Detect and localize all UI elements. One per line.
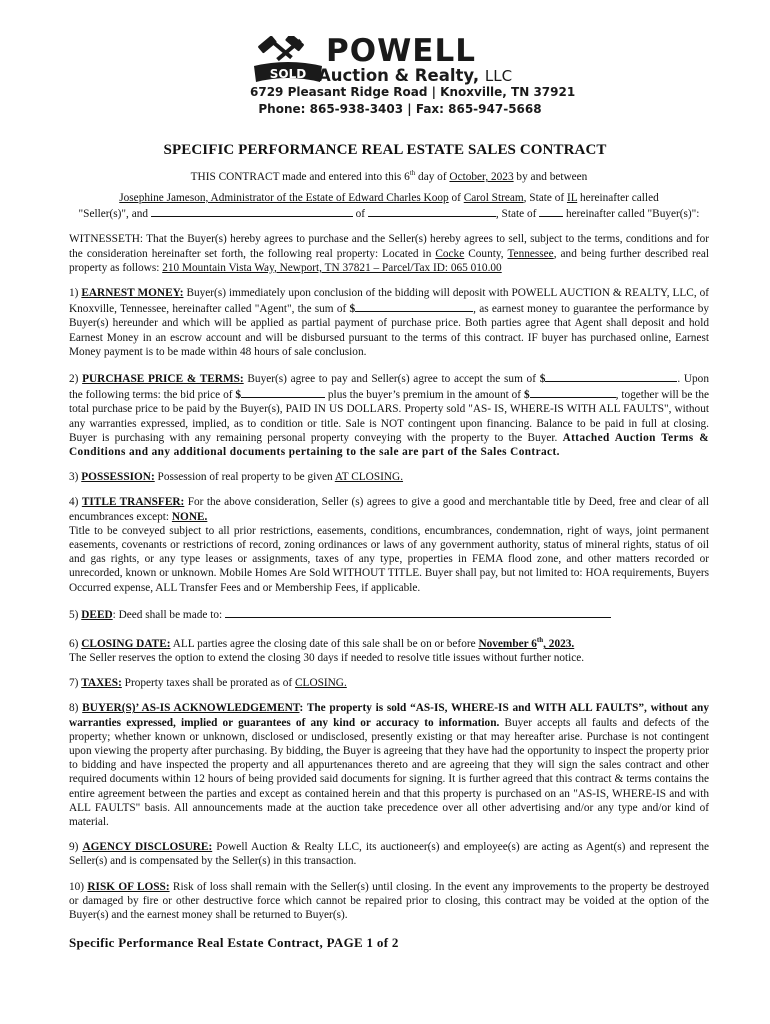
- sold-badge-text: SOLD: [269, 67, 307, 81]
- witnesseth-text: WITNESSETH: That the Buyer(s) hereby agrees to purchase and the Seller(s) hereby agrees to sell, subject to the terms, conditions and for the consideration hereinafter set forth, the following real property: Located in: [69, 233, 709, 260]
- brand-sub-text: Auction & Realty,: [318, 66, 480, 85]
- section-number: 10): [69, 880, 88, 893]
- intro-line1: [69, 166, 709, 184]
- section-text: Possession of real property to be given: [154, 471, 335, 484]
- intro-text: THIS CONTRACT made and entered into this 6: [190, 170, 410, 183]
- section-heading: CLOSING DATE:: [81, 637, 171, 650]
- contract-title: SPECIFIC PERFORMANCE REAL ESTATE SALES CONTRACT: [163, 142, 607, 158]
- section-title-transfer: [69, 495, 709, 594]
- section-heading: PURCHASE PRICE & TERMS:: [82, 373, 244, 385]
- bid-price-blank: [241, 386, 325, 398]
- intro-line2: [69, 191, 709, 205]
- letterhead-address: 6729 Pleasant Ridge Road | Knoxville, TN 37921: [250, 85, 576, 99]
- section-text: ALL parties agree the closing date of this sale shall be on or before: [170, 637, 479, 650]
- letterhead-phone: Phone: 865-938-3403 | Fax: 865-947-5668: [258, 102, 542, 116]
- section-text: Powell Auction & Realty LLC, its auctioneer(s) and employee(s) are acting as Agent(s) and represent the Seller(s) and is compensated by the Seller(s) in this transaction.: [69, 841, 709, 868]
- intro-text: "Seller(s)", and: [78, 208, 151, 221]
- section-heading: POSSESSION:: [81, 471, 155, 484]
- section-number: 2): [69, 373, 83, 385]
- section-number: 6): [69, 637, 82, 650]
- intro-text: of: [352, 208, 368, 221]
- buyers-premium-blank: [530, 386, 616, 398]
- section-text: : Deed shall be made to:: [112, 608, 225, 621]
- dollar-sign: $: [235, 389, 242, 402]
- section-text: , together will be the total purchase price to be paid by the Buyer(s), PAID IN US DOLLARS. Property sold "AS- IS, WHERE-IS WITH ALL FAULTS", without any warranties expressed, implied, as to condition or title. Sale is NOT contingent upon financing. Balance to be paid in full at closing. Buyer is purchasing with any remaining personal property conveying with the property to the Buyer.: [69, 389, 710, 444]
- property-description: 210 Mountain Vista Way, Newport, TN 37821 – Parcel/Tax ID: 065 010.00: [162, 261, 502, 274]
- letterhead-contact: [250, 84, 576, 118]
- section-number: 1): [69, 286, 82, 299]
- section-heading: BUYER(S)’ AS-IS ACKNOWLEDGEMENT: [82, 702, 300, 715]
- intro-sup: th: [409, 169, 416, 177]
- section-text: Buyer accepts all faults and defects of the property; whether known or unknown, disclosed or undisclosed, presently existing or that may hereafter arise. Purchase is not contingent upon viewing the property after purchasing. By bidding, the Buyer is agreeing that they have had the opportunity to inspect the property prior to bidding and have inspected the property and all appurtenances thereto and are agreeing that they will sign the sales contract and other required documents within 12 hours of being provided said documents for signing. It is further agreed that this contract & terms contains the entire agreement between the parties and except as contained herein and that this property is purchased on an "AS-IS, WHERE-IS and with ALL FAULTS" basis. All announcements made at the auction take precedence over all other advertising and/or any type and/or kind of material.: [69, 716, 710, 829]
- section-number: 4): [69, 496, 82, 509]
- witnesseth-paragraph: [69, 232, 709, 275]
- brand-llc: LLC: [484, 67, 513, 85]
- dollar-sign: $: [523, 389, 530, 402]
- dollar-sign: $: [539, 373, 546, 385]
- section-heading: DEED: [81, 608, 113, 621]
- brand-subtitle: [318, 66, 512, 86]
- section-text: Risk of loss shall remain with the Seller(s) until closing. In the event any improvements to the property be destroyed or damaged by fire or other destructive force which cannot be repaired prior to closing, this contract may be voided at the option of the Buyer(s) and the earnest money shall be returned to Buyer(s).: [69, 880, 709, 922]
- section-earnest-money: [69, 286, 709, 359]
- purchase-sum-blank: [545, 370, 677, 382]
- intro-text: of: [448, 191, 464, 204]
- intro-text: day of: [415, 170, 450, 183]
- section-text: The Seller reserves the option to extend the closing 30 days if needed to resolve title issues without further notice.: [69, 652, 585, 665]
- section-text: , as earnest money to guarantee the performance by Buyer(s) hereunder and which will be applied as partial payment of purchase price. Both parties agree that Agent shall deposit and hold Earnest Money in an escrow account and will be disbursed pursuant to the terms of this contract. IF buyer has purchased online, Earnest Money payment is to be made within 48 hours of sale conclusion.: [69, 303, 709, 358]
- buyer-city-blank: [368, 205, 496, 217]
- closing-date-sup: th: [536, 636, 544, 645]
- contract-body: [69, 166, 709, 929]
- section-text: For the above consideration, Seller (s) agrees to give a good and merchantable title by Deed, free and clear of all encumbrances except:: [69, 496, 709, 523]
- seller-name: Josephine Jameson, Administrator of the Estate of Edward Charles Koop: [119, 191, 449, 204]
- section-deed: [69, 606, 709, 622]
- contract-date: October, 2023: [449, 170, 514, 183]
- intro-text: , State of: [495, 208, 540, 221]
- section-heading: TITLE TRANSFER:: [81, 496, 185, 509]
- earnest-money-blank: [355, 300, 473, 312]
- intro-text: , State of: [523, 191, 567, 204]
- section-purchase-price: [69, 370, 709, 459]
- deed-grantee-blank: [225, 606, 611, 618]
- section-number: 9): [69, 841, 83, 854]
- section-agency-disclosure: [69, 840, 709, 868]
- section-text: Buyer(s) immediately upon conclusion of the bidding will deposit with POWELL AUCTION & REALTY, LLC, of Knoxville, Tennessee, hereinafter called "Agent", the sum of: [69, 286, 709, 316]
- section-text: . Upon the following terms: the bid price of: [69, 373, 709, 402]
- section-as-is: [69, 701, 709, 829]
- letterhead: [250, 33, 576, 120]
- section-taxes: [69, 676, 709, 690]
- section-text: Property taxes shall be prorated as of: [121, 677, 296, 690]
- section-closing-date: [69, 633, 709, 665]
- section-number: 7): [69, 677, 82, 690]
- property-county: Cocke: [435, 247, 465, 260]
- intro-line3: [69, 205, 709, 221]
- witnesseth-text: , and being further described real property as follows:: [69, 247, 709, 274]
- encumbrance-exception: NONE.: [171, 510, 208, 523]
- gavel-logo-icon: [250, 36, 326, 88]
- section-number: 5): [69, 608, 82, 621]
- section-bold-text: : The property is sold “AS-IS, WHERE-IS and WITH ALL FAULTS”, without any warranties expressed, implied or guarantees of any kind or accuracy to information.: [69, 702, 709, 729]
- intro-text: by and between: [513, 170, 588, 183]
- closing-date: , 2023.: [543, 637, 575, 650]
- section-text: Title to be conveyed subject to all prior restrictions, easements, conditions, encumbrances, condemnation, right of ways, joint permanent easements, covenants or restrictions of record, zoning ordinances or laws of any government authority, status of mineral rights, status of oil and gas rights, or any type leases or assignments, taxes of any type, properties in FEMA flood zone, and other matters recorded or unrecorded, known or unknown. Mobile Homes Are Sold WITHOUT TITLE. Buyer shall pay, but not limited to: HOA requirements, Buyers Occurred expense, ALL Transfer Fees and or Membership Fees, if applicable.: [69, 524, 709, 594]
- section-heading: RISK OF LOSS:: [87, 880, 170, 893]
- section-heading: TAXES:: [81, 677, 122, 690]
- buyer-state-blank: [539, 205, 563, 217]
- taxes-value: CLOSING.: [295, 677, 347, 690]
- dollar-sign: $: [349, 303, 356, 316]
- section-text: Buyer(s) agree to pay and Seller(s) agree to accept the sum of: [243, 373, 540, 385]
- witnesseth-text: County,: [464, 247, 508, 260]
- seller-city: Carol Stream: [463, 191, 524, 204]
- section-heading: AGENCY DISCLOSURE:: [82, 841, 213, 854]
- section-bold-text: Attached Auction Terms & Conditions and any additional documents pertaining to the sale are part of the Sales Contract.: [69, 431, 710, 459]
- section-number: 8): [69, 702, 83, 715]
- possession-value: AT CLOSING.: [334, 471, 404, 484]
- section-text: plus the buyer’s premium in the amount of: [325, 389, 524, 402]
- closing-date: November 6: [478, 637, 537, 650]
- intro-text: hereinafter called "Buyer(s)":: [563, 208, 700, 221]
- buyer-name-blank: [151, 205, 353, 217]
- section-number: 3): [69, 471, 82, 484]
- seller-state: IL: [566, 191, 578, 204]
- section-possession: [69, 470, 709, 484]
- section-risk-of-loss: [69, 880, 709, 923]
- page-footer: Specific Performance Real Estate Contract, PAGE 1 of 2: [69, 935, 399, 950]
- brand-name: POWELL: [326, 33, 476, 69]
- property-state: Tennessee: [507, 247, 554, 260]
- section-heading: EARNEST MONEY:: [81, 286, 184, 299]
- intro-text: hereinafter called: [577, 191, 659, 204]
